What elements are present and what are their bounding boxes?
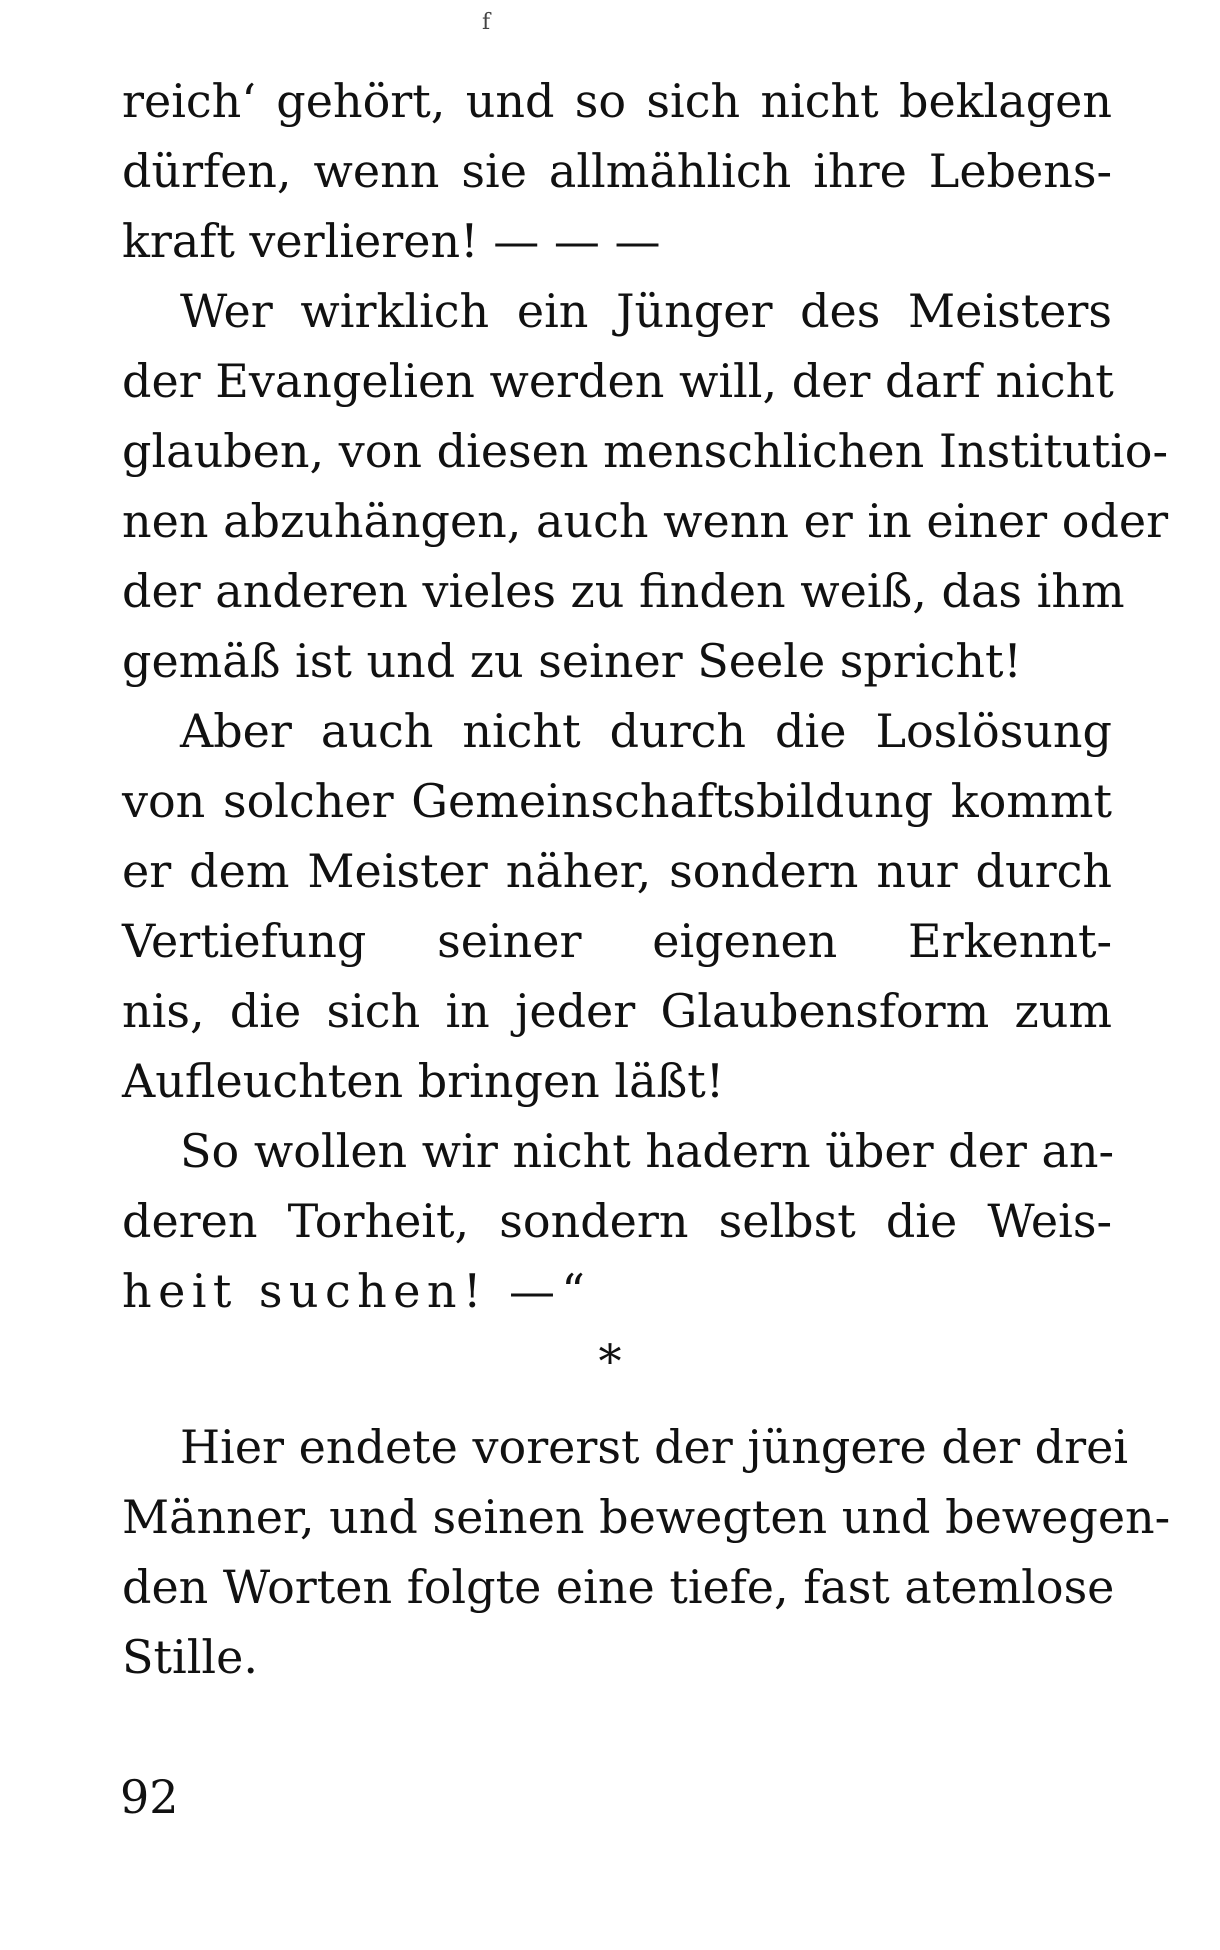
section-separator: * — [598, 1334, 622, 1388]
text-line: So wollen wir nicht hadern über der an- — [180, 1124, 1115, 1178]
text-line: der Evangelien werden will, der darf nicht — [122, 354, 1114, 408]
text-line: deren Torheit, sondern selbst die Weis- — [122, 1194, 1112, 1248]
text-line: reich‘ gehört, und so sich nicht beklagen — [122, 74, 1112, 128]
text-column-2 — [122, 1412, 1171, 1692]
text-line: er dem Meister näher, sondern nur durch — [122, 844, 1112, 898]
text-line: der anderen vieles zu finden weiß, das ihm — [122, 564, 1125, 618]
top-mark: f — [482, 10, 491, 35]
text-line: dürfen, wenn sie allmählich ihre Lebens- — [122, 144, 1112, 198]
text-line: den Worten folgte eine tiefe, fast atemlose — [122, 1560, 1115, 1614]
text-line: kraft verlieren! — — — — [122, 214, 661, 268]
text-line: Vertiefung seiner eigenen Erkennt- — [122, 914, 1112, 968]
text-line: von solcher Gemeinschaftsbildung kommt — [122, 774, 1112, 828]
text-line: Männer, und seinen bewegten und bewegen- — [122, 1490, 1171, 1544]
text-line: Aber auch nicht durch die Loslösung — [180, 704, 1112, 758]
text-line: Stille. — [122, 1630, 258, 1684]
text-line: nis, die sich in jeder Glaubensform zum — [122, 984, 1112, 1038]
text-line: glauben, von diesen menschlichen Institutio- — [122, 424, 1169, 478]
text-line: gemäß ist und zu seiner Seele spricht! — [122, 634, 1022, 688]
text-line: Hier endete vorerst der jüngere der drei — [180, 1420, 1129, 1474]
text-column — [122, 66, 1169, 1326]
page-number: 92 — [120, 1770, 179, 1824]
text-line: Wer wirklich ein Jünger des Meisters — [180, 284, 1112, 338]
text-line: nen abzuhängen, auch wenn er in einer oder — [122, 494, 1169, 548]
text-line: heit suchen! —“ — [122, 1264, 592, 1318]
text-line: Aufleuchten bringen läßt! — [122, 1054, 725, 1108]
